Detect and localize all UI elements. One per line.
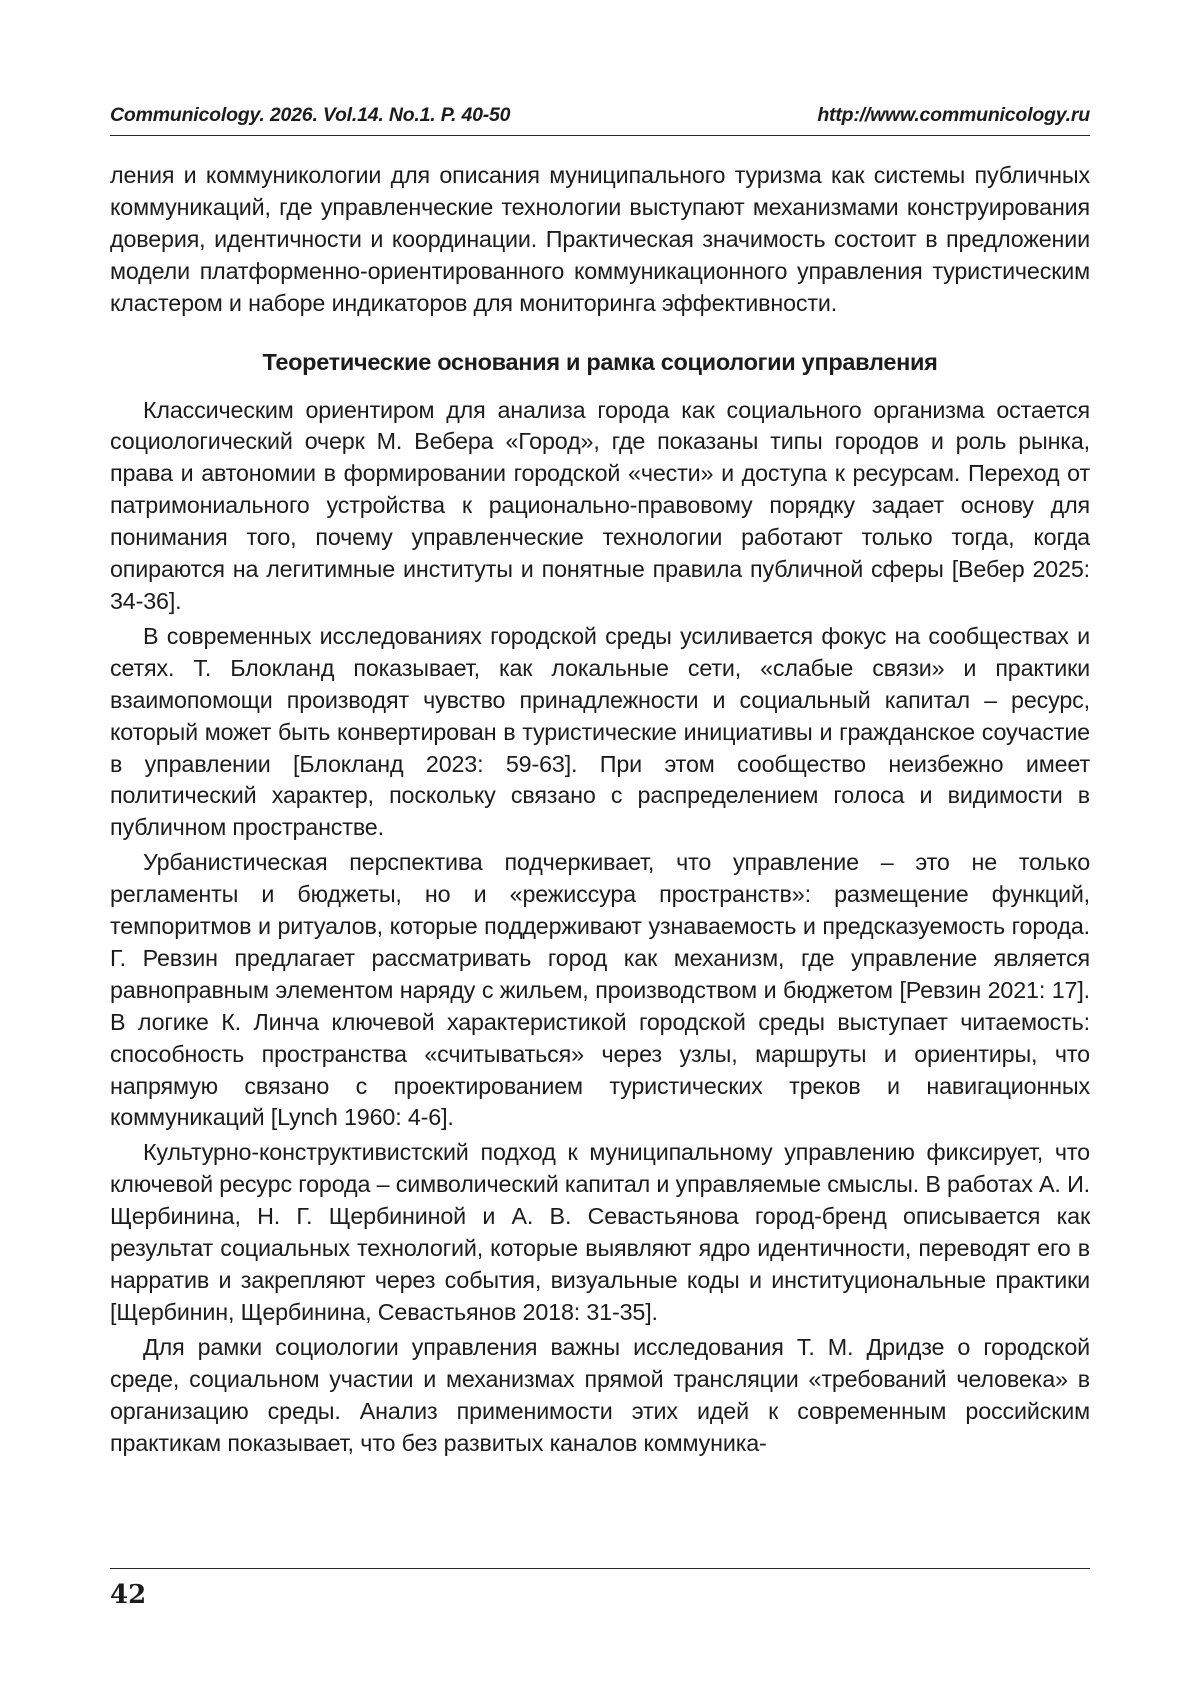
continuation-paragraph: ления и коммуникологии для описания муниципального туризма как системы публичных коммуникаций, где управленческие технологии выступают механизмами конструирования доверия, идентичности и координации. Практическая значимость состоит в предложении модели платформенно-ориентированного коммуникационного управления туристическим кластером и наборе индикаторов для мониторинга эффективности. <box>110 162 1090 316</box>
section-heading: Теоретические основания и рамка социологии управления <box>262 348 938 375</box>
article-body <box>110 160 1090 1459</box>
journal-citation: Communicology. 2026. Vol.14. No.1. P. 40-50 <box>110 104 511 126</box>
page-number: 42 <box>110 1580 147 1610</box>
paragraph-shcherbinin: Культурно-конструктивистский подход к муниципальному управлению фиксирует, что ключевой ресурс города – символический капитал и управляемые смыслы. В работах А. И. Щербинина, Н. Г. Щербининой и А. В. Севастьянова город-бренд описывается как результат социальных технологий, которые выявляют ядро идентичности, переводят его в нарратив и закрепляют через события, визуальные коды и институциональные практики [Щербинин, Щербинина, Севастьянов 2018: 31-35]. <box>110 1139 1090 1325</box>
journal-url: http://www.communicology.ru <box>817 104 1090 126</box>
paragraph-weber: Классическим ориентиром для анализа города как социального организма остается социологический очерк М. Вебера «Город», где показаны типы городов и роль рынка, права и автономии в формировании городской «чести» и доступа к ресурсам. Переход от патримониального устройства к рационально-правовому порядку задает основу для понимания того, почему управленческие технологии работают только тогда, когда опираются на легитимные институты и понятные правила публичной сферы [Вебер 2025: 34-36]. <box>110 396 1090 614</box>
footer-divider <box>110 1568 1090 1569</box>
running-header <box>110 104 1090 134</box>
paragraph-revzin-lynch: Урбанистическая перспектива подчеркивает, что управление – это не только регламенты и бюджеты, но и «режиссура пространств»: размещение функций, темпоритмов и ритуалов, которые поддерживают узнаваемость и предсказуемость города. Г. Ревзин предлагает рассматривать город как механизм, где управление является равноправным элементом наряду с жильем, производством и бюджетом [Ревзин 2021: 17]. В логике К. Линча ключевой характеристикой городской среды выступает читаемость: способность пространства «считываться» через узлы, маршруты и ориентиры, что напрямую связано с проектированием туристических треков и навигационных коммуникаций [Lynch 1960: 4-6]. <box>110 849 1090 1131</box>
paragraph-dridze: Для рамки социологии управления важны исследования Т. М. Дридзе о городской среде, социальном участии и механизмах прямой трансляции «требований человека» в организацию среды. Анализ применимости этих идей к современным российским практикам показывает, что без развитых каналов коммуника- <box>110 1333 1090 1456</box>
paragraph-blokland: В современных исследованиях городской среды усиливается фокус на сообществах и сетях. Т. Блокланд показывает, как локальные сети, «слабые связи» и практики взаимопомощи производят чувство принадлежности и социальный капитал – ресурс, который может быть конвертирован в туристические инициативы и гражданское соучастие в управлении [Блокланд 2023: 59-63]. При этом сообщество неизбежно имеет политический характер, поскольку связано с распределением голоса и видимости в публичном пространстве. <box>110 622 1090 841</box>
header-divider <box>110 135 1090 136</box>
